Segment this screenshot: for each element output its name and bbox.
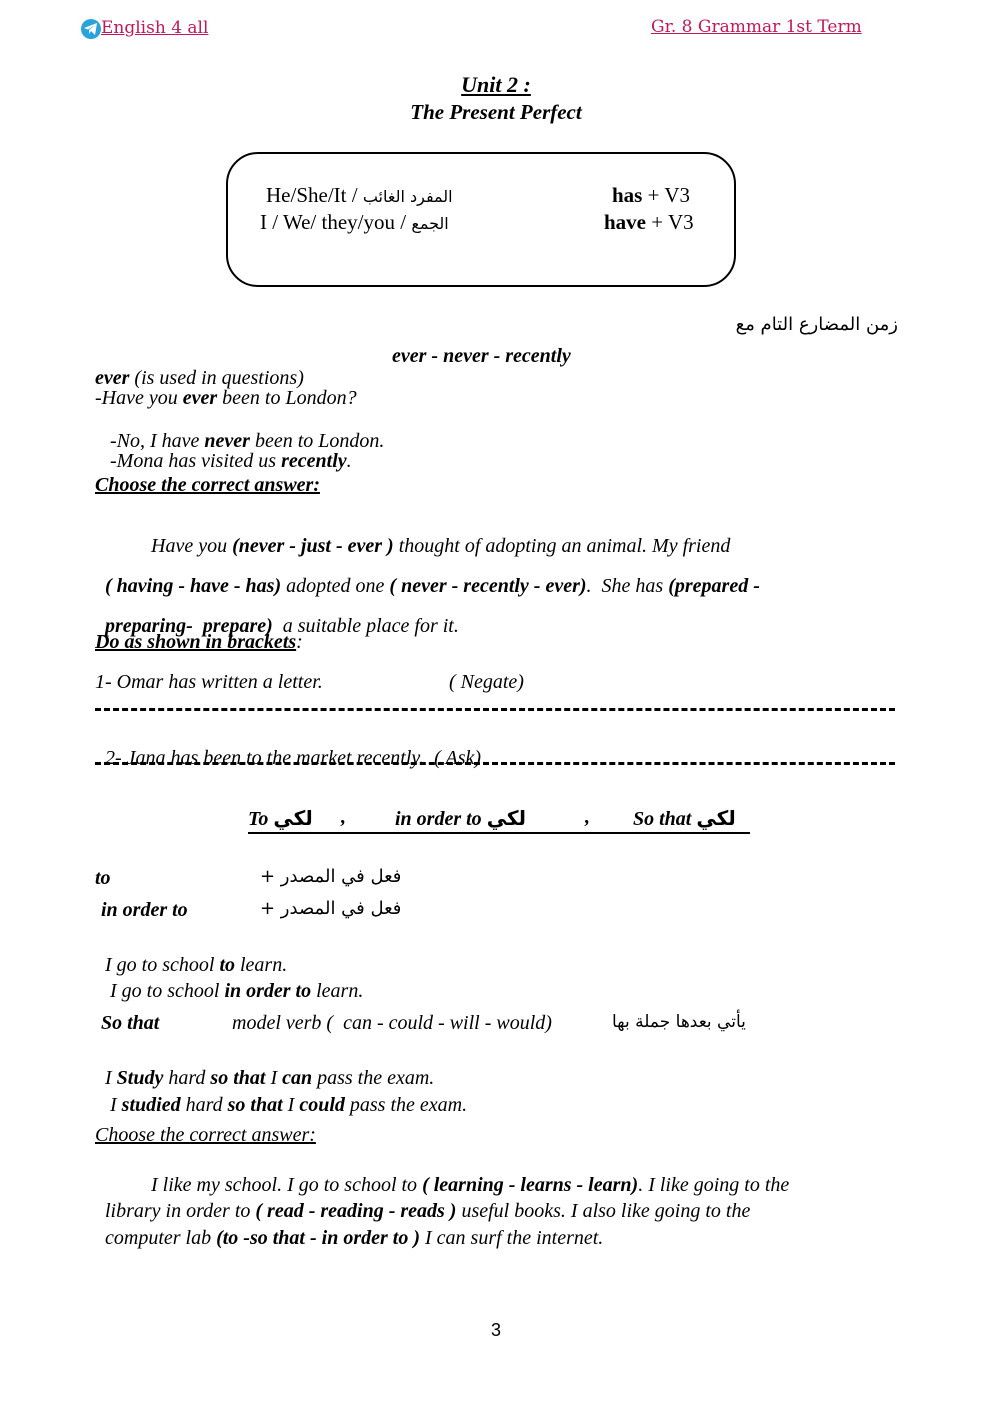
rule-subject: He/She/It / bbox=[266, 183, 363, 207]
purpose-heading-in-order-to bbox=[395, 806, 526, 831]
item-instruction: ( Ask) bbox=[434, 747, 482, 769]
answer-options[interactable]: preparing- prepare) bbox=[105, 615, 273, 637]
example-text: learn. bbox=[235, 954, 288, 976]
exercise1-heading: Choose the correct answer: bbox=[95, 474, 320, 496]
example-text: pass the exam. bbox=[344, 1094, 468, 1116]
example-keyword: so that bbox=[210, 1067, 266, 1089]
answer-options[interactable]: (never - just - ever ) bbox=[232, 535, 394, 557]
example-keyword: ever bbox=[182, 387, 218, 409]
header-left[interactable] bbox=[81, 18, 208, 39]
rule-in-order-to-arabic: فعل في المصدر + bbox=[260, 898, 402, 919]
example-text: -No, I have bbox=[105, 430, 205, 452]
heading-separator: , bbox=[341, 806, 346, 828]
heading-separator: , bbox=[585, 806, 590, 828]
heading-underline bbox=[248, 832, 750, 834]
example-text: . bbox=[346, 450, 352, 472]
exercise2-heading bbox=[95, 631, 303, 654]
text: adopted one bbox=[281, 575, 390, 597]
example-keyword: to bbox=[219, 954, 235, 976]
example-text: -Mona has visited us bbox=[105, 450, 282, 472]
answer-line[interactable] bbox=[95, 762, 895, 765]
example-keyword: in order to bbox=[224, 980, 312, 1002]
exercise2-heading-text: Do as shown in brackets bbox=[95, 631, 297, 653]
rule-to-label: to bbox=[95, 867, 111, 889]
purpose-heading-so-that bbox=[633, 806, 736, 831]
item-sentence: 2- Jana has been to the market recently. bbox=[105, 747, 425, 769]
example-text: -Have you bbox=[95, 387, 183, 409]
heading-ar: لكي bbox=[486, 806, 527, 830]
example-text: been to London. bbox=[249, 430, 385, 452]
text: computer lab bbox=[105, 1227, 217, 1249]
example-keyword: studied bbox=[121, 1094, 181, 1116]
example-text: I go to school bbox=[105, 980, 225, 1002]
so-that-arabic: يأتي بعدها جملة بها bbox=[612, 1012, 746, 1032]
heading-ar: لكي bbox=[273, 806, 313, 830]
rule-aux: has bbox=[612, 183, 643, 207]
page-number: 3 bbox=[490, 1320, 501, 1340]
rule-to-arabic: فعل في المصدر + bbox=[260, 866, 402, 887]
arabic-heading: زمن المضارع التام مع bbox=[735, 314, 898, 335]
ever-note: (is used in questions) bbox=[129, 367, 304, 389]
adverbs-heading: ever - never - recently bbox=[392, 345, 571, 367]
topic-title: The Present Perfect bbox=[410, 100, 582, 124]
example-keyword: could bbox=[299, 1094, 345, 1116]
answer-line[interactable] bbox=[95, 708, 895, 711]
example-keyword: Study bbox=[116, 1067, 164, 1089]
rule-rest: + V3 bbox=[642, 183, 690, 207]
text: . I like going to the bbox=[638, 1174, 790, 1196]
example-text: I go to school bbox=[105, 954, 220, 976]
heading-en: So that bbox=[633, 808, 697, 830]
example-text: I bbox=[282, 1094, 300, 1116]
example-keyword: never bbox=[204, 430, 250, 452]
exercise3-heading: Choose the correct answer: bbox=[95, 1124, 316, 1146]
rule-row-singular-subject bbox=[266, 183, 453, 208]
telegram-icon bbox=[81, 19, 101, 39]
heading-en: in order to bbox=[395, 808, 487, 830]
answer-options[interactable]: ( learning - learns - learn) bbox=[422, 1174, 639, 1196]
text: . She has bbox=[586, 575, 669, 597]
answer-options[interactable]: ( having - have - has) bbox=[105, 575, 282, 597]
answer-options[interactable]: (to -so that - in order to ) bbox=[216, 1227, 420, 1249]
ever-label: ever bbox=[95, 367, 130, 389]
text: a suitable place for it. bbox=[272, 615, 459, 637]
example-keyword: so that bbox=[227, 1094, 283, 1116]
rule-rest: + V3 bbox=[646, 210, 694, 234]
heading-ar: لكي bbox=[696, 806, 736, 830]
text: useful books. I also like going to the bbox=[456, 1200, 751, 1222]
example-line bbox=[95, 427, 352, 473]
example-text: pass the exam. bbox=[312, 1067, 435, 1089]
exercise3-line3 bbox=[95, 1204, 603, 1250]
rule-row-singular-form bbox=[612, 183, 690, 208]
example-text: I bbox=[105, 1067, 117, 1089]
text: I like my school. I go to school to bbox=[151, 1174, 423, 1196]
example-text: been to London? bbox=[217, 387, 357, 409]
rule-arabic: الجمع bbox=[411, 214, 449, 233]
so-that-example-2 bbox=[95, 1071, 467, 1117]
grade-term-link[interactable]: Gr. 8 Grammar 1st Term bbox=[651, 17, 862, 37]
rule-subject: I / We/ they/you / bbox=[260, 210, 412, 234]
text: Have you bbox=[151, 535, 233, 557]
text: thought of adopting an animal. My friend bbox=[393, 535, 731, 557]
item-instruction: ( Negate) bbox=[449, 671, 524, 693]
example-keyword: can bbox=[282, 1067, 313, 1089]
answer-options[interactable]: (prepared - bbox=[668, 575, 760, 597]
answer-options[interactable]: ( read - reading - reads ) bbox=[255, 1200, 457, 1222]
text: library in order to bbox=[105, 1200, 256, 1222]
rule-aux: have bbox=[604, 210, 646, 234]
example-text: learn. bbox=[311, 980, 364, 1002]
item-sentence: 1- Omar has written a letter. bbox=[95, 671, 323, 693]
example-text: hard bbox=[163, 1067, 211, 1089]
example-keyword: recently bbox=[281, 450, 347, 472]
rule-in-order-to-label: in order to bbox=[101, 899, 188, 921]
text: I can surf the internet. bbox=[420, 1227, 604, 1249]
example-text: hard bbox=[180, 1094, 228, 1116]
rule-arabic: المفرد الغائب bbox=[362, 187, 453, 206]
purpose-heading-to bbox=[248, 806, 313, 831]
rule-row-plural-form bbox=[604, 210, 694, 235]
rule-row-plural-subject bbox=[260, 210, 449, 235]
so-that-label: So that bbox=[101, 1012, 160, 1034]
exercise2-item-1 bbox=[95, 671, 323, 694]
heading-en: To bbox=[248, 808, 274, 830]
english-4-all-link[interactable]: English 4 all bbox=[101, 18, 209, 38]
unit-title: Unit 2 : bbox=[461, 72, 531, 97]
colon: : bbox=[296, 631, 303, 653]
answer-options[interactable]: ( never - recently - ever) bbox=[389, 575, 587, 597]
example-text: I bbox=[105, 1094, 122, 1116]
example-text: I bbox=[265, 1067, 283, 1089]
so-that-rule: model verb ( can - could - will - would) bbox=[232, 1012, 552, 1034]
example-line bbox=[95, 957, 363, 1003]
